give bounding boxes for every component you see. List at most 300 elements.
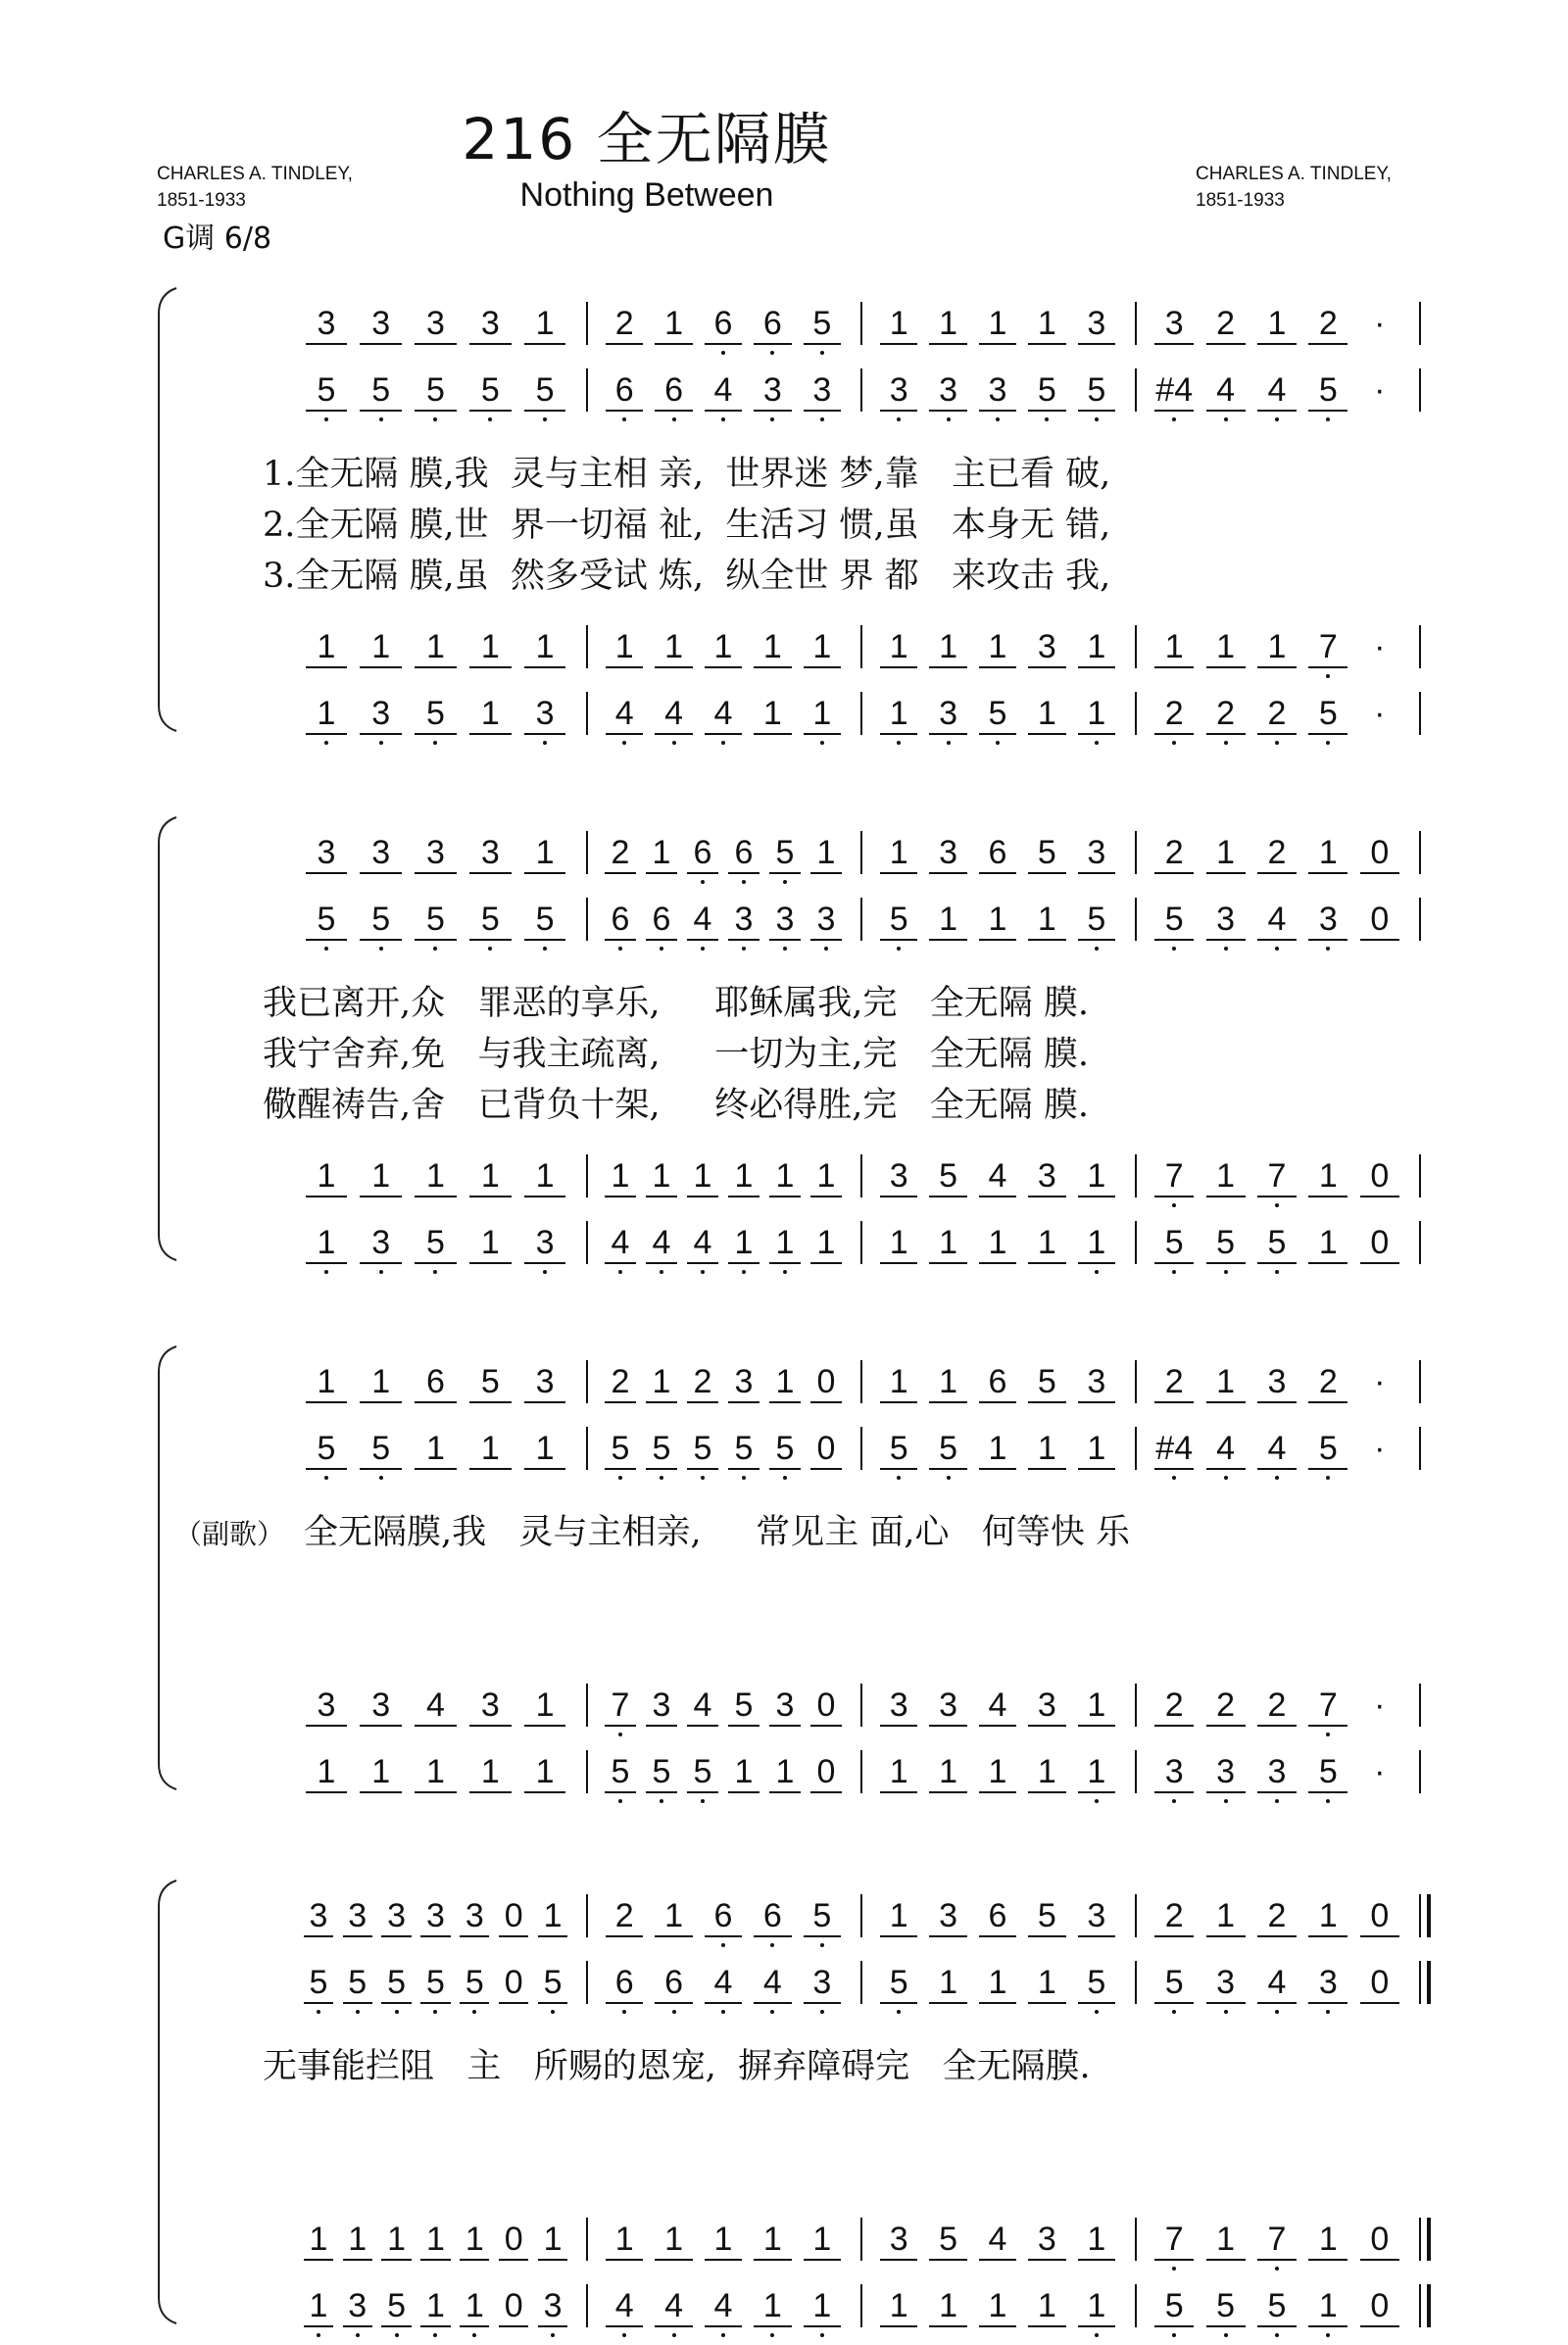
beam-underline	[880, 343, 917, 345]
beam-underline	[687, 1468, 718, 1470]
beam-underline	[360, 410, 401, 412]
note	[416, 2286, 456, 2325]
beam-underline	[415, 1791, 456, 1793]
barline	[860, 1221, 862, 1264]
note	[973, 304, 1022, 343]
beam-underline	[469, 1262, 511, 1264]
note	[1072, 1685, 1121, 1725]
note	[1149, 2220, 1200, 2259]
note-digit: 1	[775, 1753, 795, 1790]
beam-underline	[1028, 2259, 1065, 2261]
note	[1200, 900, 1250, 939]
note	[1251, 1156, 1302, 1196]
note-digit: 0	[1370, 1964, 1390, 2001]
note	[1149, 304, 1200, 343]
beam-underline	[929, 733, 966, 735]
note-digit: 1	[535, 1753, 555, 1790]
beam-underline	[804, 410, 841, 412]
beam-underline	[343, 1935, 372, 1937]
beam-underline	[646, 1725, 677, 1727]
beam-underline	[646, 872, 677, 874]
note	[409, 1752, 464, 1791]
beam-underline	[1078, 1725, 1115, 1727]
beam-underline	[1028, 1468, 1065, 1470]
beam-underline	[979, 1725, 1016, 1727]
note-digit: 1	[1087, 1430, 1106, 1467]
beam-underline	[929, 1401, 966, 1403]
octave-dot-low	[721, 741, 725, 745]
note-digit: 1	[988, 1753, 1007, 1790]
beam-underline	[1028, 733, 1065, 735]
beam-underline	[728, 1725, 760, 1727]
beam-underline	[810, 1468, 842, 1470]
note	[874, 627, 923, 666]
octave-dot-low	[1224, 417, 1228, 421]
note	[1072, 1752, 1121, 1791]
barline	[586, 831, 588, 874]
beam-underline	[769, 1725, 801, 1727]
barline	[586, 1961, 588, 2004]
note	[463, 1362, 517, 1401]
note	[1200, 370, 1250, 410]
octave-dot-low	[379, 947, 383, 951]
note-digit: 3	[371, 834, 391, 871]
beam-underline	[1028, 1196, 1065, 1197]
barline	[1419, 1360, 1421, 1403]
note	[494, 2286, 533, 2325]
voice-part-row	[0, 900, 1568, 958]
note	[409, 1223, 464, 1262]
note	[682, 1752, 723, 1791]
beam-underline	[460, 2002, 489, 2004]
beam-underline	[306, 410, 347, 412]
note-digit: 1	[762, 2287, 782, 2324]
note-digit: 5	[812, 305, 832, 342]
beam-underline	[1154, 1725, 1194, 1727]
note-digit: 5	[1216, 2287, 1236, 2324]
note-digit: 1	[1318, 2287, 1338, 2324]
octave-dot-low	[660, 1270, 663, 1274]
beam-underline	[754, 666, 791, 668]
note-digit: 1	[535, 628, 555, 665]
beam-underline	[381, 1935, 411, 1937]
barline	[1135, 1684, 1137, 1727]
note-digit: 1	[775, 1157, 795, 1195]
note-digit: 6	[664, 371, 684, 409]
note-digit: 5	[480, 901, 500, 938]
beam-underline	[880, 1791, 917, 1793]
note	[806, 900, 847, 939]
barline	[860, 898, 862, 941]
beam-underline	[929, 1725, 966, 1727]
note	[973, 1963, 1022, 2002]
note-digit: 5	[371, 901, 391, 938]
beam-underline	[1028, 1262, 1065, 1264]
key-signature: G调 6/8	[163, 221, 272, 256]
note-digit: 1	[309, 2287, 328, 2324]
note	[377, 1896, 416, 1935]
beam-underline	[524, 872, 565, 874]
dot-extension	[1354, 1362, 1405, 1401]
beam-underline	[1154, 1935, 1194, 1937]
beam-underline	[804, 2325, 841, 2327]
lyric-line: 我已离开,众 罪恶的享乐, 耶稣属我,完 全无隔 膜.	[263, 984, 1090, 1023]
note	[1072, 1362, 1121, 1401]
note-digit: 7	[611, 1686, 630, 1724]
note-digit: 1	[889, 834, 908, 871]
note-digit: 1	[1087, 1157, 1106, 1195]
note	[1022, 1156, 1071, 1196]
note-digit: 0	[1370, 901, 1390, 938]
beam-underline	[880, 2002, 917, 2004]
note-digit: 2	[1267, 1686, 1287, 1724]
beam-underline	[979, 666, 1016, 668]
beam-underline	[1154, 939, 1194, 941]
beam-underline	[605, 872, 636, 874]
barline	[1419, 1684, 1421, 1727]
note-digit: 5	[317, 371, 336, 409]
beam-underline	[687, 1196, 718, 1197]
note	[923, 1223, 972, 1262]
note-digit: 1	[480, 1430, 500, 1467]
note-digit: 1	[664, 1897, 684, 1934]
note-digit: 6	[664, 1964, 684, 2001]
note-digit: 2	[614, 305, 634, 342]
note-digit: 5	[426, 371, 445, 409]
note-digit: 1	[889, 628, 908, 665]
beam-underline	[469, 666, 511, 668]
note	[299, 1223, 354, 1262]
note	[1302, 1896, 1353, 1935]
beam-underline	[360, 1262, 401, 1264]
note	[354, 1223, 409, 1262]
beam-underline	[705, 410, 742, 412]
note-digit: 7	[1267, 2221, 1287, 2258]
note	[494, 2220, 533, 2259]
beam-underline	[420, 2259, 450, 2261]
beam-underline	[360, 1401, 401, 1403]
note	[748, 2286, 797, 2325]
beam-underline	[1078, 666, 1115, 668]
note-digit: 1	[939, 901, 958, 938]
note	[923, 1156, 972, 1196]
note-digit: 7	[1267, 1157, 1287, 1195]
note-digit: 6	[611, 901, 630, 938]
note-digit: 1	[1037, 1430, 1056, 1467]
note-digit: ·	[1374, 628, 1386, 665]
note-digit: 1	[812, 628, 832, 665]
note-digit: 4	[614, 2287, 634, 2324]
note-digit: 3	[371, 1224, 391, 1261]
note-digit: 5	[775, 834, 795, 871]
note-digit: 3	[348, 2287, 368, 2324]
note-digit: 7	[1318, 1686, 1338, 1724]
octave-dot-low	[947, 1476, 951, 1480]
note	[699, 627, 748, 666]
barline	[1419, 1750, 1421, 1793]
note-digit: 4	[693, 1686, 712, 1724]
octave-dot-low	[1172, 417, 1176, 421]
octave-dot-low	[433, 2333, 437, 2337]
beam-underline	[769, 1196, 801, 1197]
beam-underline	[1078, 1791, 1115, 1793]
beam-underline	[880, 410, 917, 412]
note-digit: 3	[988, 371, 1007, 409]
note-digit: 1	[939, 1224, 958, 1261]
beam-underline	[1028, 1935, 1065, 1937]
octave-dot-low	[1045, 417, 1049, 421]
beam-underline	[1206, 2259, 1246, 2261]
note-digit: 3	[1216, 1753, 1236, 1790]
note-digit: 5	[1037, 1363, 1056, 1400]
beam-underline	[1028, 666, 1065, 668]
note	[463, 694, 517, 733]
note-digit: 1	[1087, 628, 1106, 665]
note	[533, 2220, 572, 2259]
beam-underline	[687, 1725, 718, 1727]
note-digit: 3	[1037, 628, 1056, 665]
barline	[1135, 2284, 1137, 2327]
barline	[586, 692, 588, 735]
octave-dot-low	[721, 2333, 725, 2337]
note	[723, 1685, 764, 1725]
note	[798, 627, 847, 666]
beam-underline	[1257, 939, 1297, 941]
note	[1022, 370, 1071, 410]
octave-dot-low	[701, 880, 705, 884]
note-digit: 0	[504, 1897, 523, 1934]
note	[641, 1752, 682, 1791]
note	[1072, 1429, 1121, 1468]
note	[533, 1963, 572, 2002]
octave-dot-low	[551, 2333, 555, 2337]
note	[1354, 1963, 1405, 2002]
note	[354, 370, 409, 410]
note-digit: 1	[1037, 2287, 1056, 2324]
note	[973, 833, 1022, 872]
note	[1022, 694, 1071, 733]
note	[1149, 1223, 1200, 1262]
octave-dot-low	[324, 417, 328, 421]
note-digit: 3	[1037, 1686, 1056, 1724]
note-digit: 6	[762, 305, 782, 342]
octave-dot-low	[379, 741, 383, 745]
beam-underline	[606, 733, 643, 735]
beam-underline	[420, 2002, 450, 2004]
beam-underline	[1078, 1196, 1115, 1197]
beam-underline	[1206, 666, 1246, 668]
beam-underline	[605, 1196, 636, 1197]
note	[517, 1429, 572, 1468]
barline	[586, 368, 588, 412]
beam-underline	[646, 1262, 677, 1264]
note	[1072, 304, 1121, 343]
note	[409, 370, 464, 410]
note-digit: 4	[1267, 1430, 1287, 1467]
beam-underline	[524, 1725, 565, 1727]
beam-underline	[1360, 1935, 1399, 1937]
note	[806, 1156, 847, 1196]
octave-dot-low	[672, 2333, 676, 2337]
dot-extension	[1354, 304, 1405, 343]
note-digit: 4	[762, 1964, 782, 2001]
beam-underline	[605, 1725, 636, 1727]
octave-dot-low	[1275, 2267, 1279, 2271]
note-digit: 7	[1318, 628, 1338, 665]
beam-underline	[469, 1791, 511, 1793]
note-digit: 1	[939, 2287, 958, 2324]
beam-underline	[1154, 2002, 1194, 2004]
note-digit: 1	[535, 1157, 555, 1195]
note	[1022, 2220, 1071, 2259]
note-digit: 2	[611, 1363, 630, 1400]
note-digit: 2	[1216, 1686, 1236, 1724]
note	[798, 1896, 847, 1935]
beam-underline	[687, 939, 718, 941]
note-digit: 4	[664, 695, 684, 732]
note	[1354, 1896, 1405, 1935]
beam-underline	[1078, 1935, 1115, 1937]
beam-underline	[1257, 1468, 1297, 1470]
octave-dot-low	[618, 1799, 622, 1803]
beam-underline	[1028, 939, 1065, 941]
note	[1149, 370, 1200, 410]
beam-underline	[1206, 1262, 1246, 1264]
beam-underline	[360, 343, 401, 345]
beam-underline	[929, 410, 966, 412]
note-digit: 3	[1164, 305, 1184, 342]
note-digit: 3	[1216, 901, 1236, 938]
note-digit: 5	[535, 901, 555, 938]
beam-underline	[360, 872, 401, 874]
beam-underline	[880, 733, 917, 735]
note	[699, 304, 748, 343]
note	[463, 1156, 517, 1196]
beam-underline	[1308, 410, 1348, 412]
octave-dot-low	[701, 1476, 705, 1480]
barline	[1419, 368, 1421, 412]
note-digit: 3	[371, 305, 391, 342]
octave-dot-low	[379, 417, 383, 421]
beam-underline	[646, 1468, 677, 1470]
note	[973, 2220, 1022, 2259]
octave-dot-low	[1326, 674, 1330, 678]
note	[1072, 2220, 1121, 2259]
beam-underline	[979, 1791, 1016, 1793]
note-digit: 3	[939, 834, 958, 871]
beam-underline	[304, 2002, 333, 2004]
note	[1302, 1362, 1353, 1401]
note	[299, 2286, 338, 2325]
beam-underline	[1308, 2259, 1348, 2261]
beam-underline	[880, 1262, 917, 1264]
note-digit: 5	[939, 1430, 958, 1467]
note	[641, 1156, 682, 1196]
note-digit: 3	[762, 371, 782, 409]
note-digit: 5	[371, 1430, 391, 1467]
octave-dot-low	[1095, 947, 1099, 951]
note	[1302, 370, 1353, 410]
note	[1354, 900, 1405, 939]
dot-extension	[1354, 1752, 1405, 1791]
octave-dot-low	[1326, 2010, 1330, 2014]
note	[649, 2286, 698, 2325]
beam-underline	[979, 872, 1016, 874]
note-digit: ·	[1374, 1753, 1386, 1790]
note	[923, 1685, 972, 1725]
note	[600, 1429, 641, 1468]
octave-dot-low	[1275, 2333, 1279, 2337]
beam-underline	[705, 2259, 742, 2261]
barline	[860, 692, 862, 735]
note-digit: 1	[480, 1753, 500, 1790]
note	[1022, 1896, 1071, 1935]
lyric-line: 全无隔膜,我 灵与主相亲, 常见主 面,心 何等快 乐	[304, 1513, 1131, 1552]
barline	[1135, 1750, 1137, 1793]
beam-underline	[1154, 1468, 1194, 1470]
note	[1251, 1429, 1302, 1468]
note-digit: 5	[1318, 1753, 1338, 1790]
voice-part-row	[0, 1156, 1568, 1215]
octave-dot-low	[721, 417, 725, 421]
note-digit: 4	[713, 695, 733, 732]
note-digit: 0	[1370, 1897, 1390, 1934]
note-digit: 1	[693, 1157, 712, 1195]
note	[517, 627, 572, 666]
note	[494, 1896, 533, 1935]
octave-dot-low	[488, 947, 492, 951]
note-digit: 5	[387, 2287, 407, 2324]
barline	[586, 1684, 588, 1727]
note-digit: 1	[426, 628, 445, 665]
note	[354, 833, 409, 872]
note	[699, 1896, 748, 1935]
note-digit: 1	[465, 2287, 484, 2324]
note-digit: 3	[317, 834, 336, 871]
barline	[1135, 692, 1137, 735]
note	[1251, 1896, 1302, 1935]
note	[1149, 1429, 1200, 1468]
note	[699, 2286, 748, 2325]
note	[455, 1963, 494, 2002]
note-digit: 1	[816, 834, 836, 871]
beam-underline	[804, 2259, 841, 2261]
beam-underline	[1308, 1791, 1348, 1793]
note-digit: 1	[1267, 305, 1287, 342]
note-digit: 2	[1318, 1363, 1338, 1400]
beam-underline	[1257, 733, 1297, 735]
octave-dot-low	[1172, 2010, 1176, 2014]
note-digit: 1	[988, 1964, 1007, 2001]
note	[923, 1963, 972, 2002]
beam-underline	[605, 1791, 636, 1793]
note	[874, 1752, 923, 1791]
note	[600, 2220, 649, 2259]
beam-underline	[979, 343, 1016, 345]
voice-part-row	[0, 370, 1568, 429]
beam-underline	[1308, 1196, 1348, 1197]
beam-underline	[306, 1196, 347, 1197]
note-digit: 1	[1216, 2221, 1236, 2258]
note	[973, 1752, 1022, 1791]
note	[377, 2220, 416, 2259]
note-digit: 5	[465, 1964, 484, 2001]
beam-underline	[804, 733, 841, 735]
note-digit: 1	[1216, 834, 1236, 871]
beam-underline	[1078, 733, 1115, 735]
note-digit: 5	[1037, 834, 1056, 871]
beam-underline	[306, 1262, 347, 1264]
